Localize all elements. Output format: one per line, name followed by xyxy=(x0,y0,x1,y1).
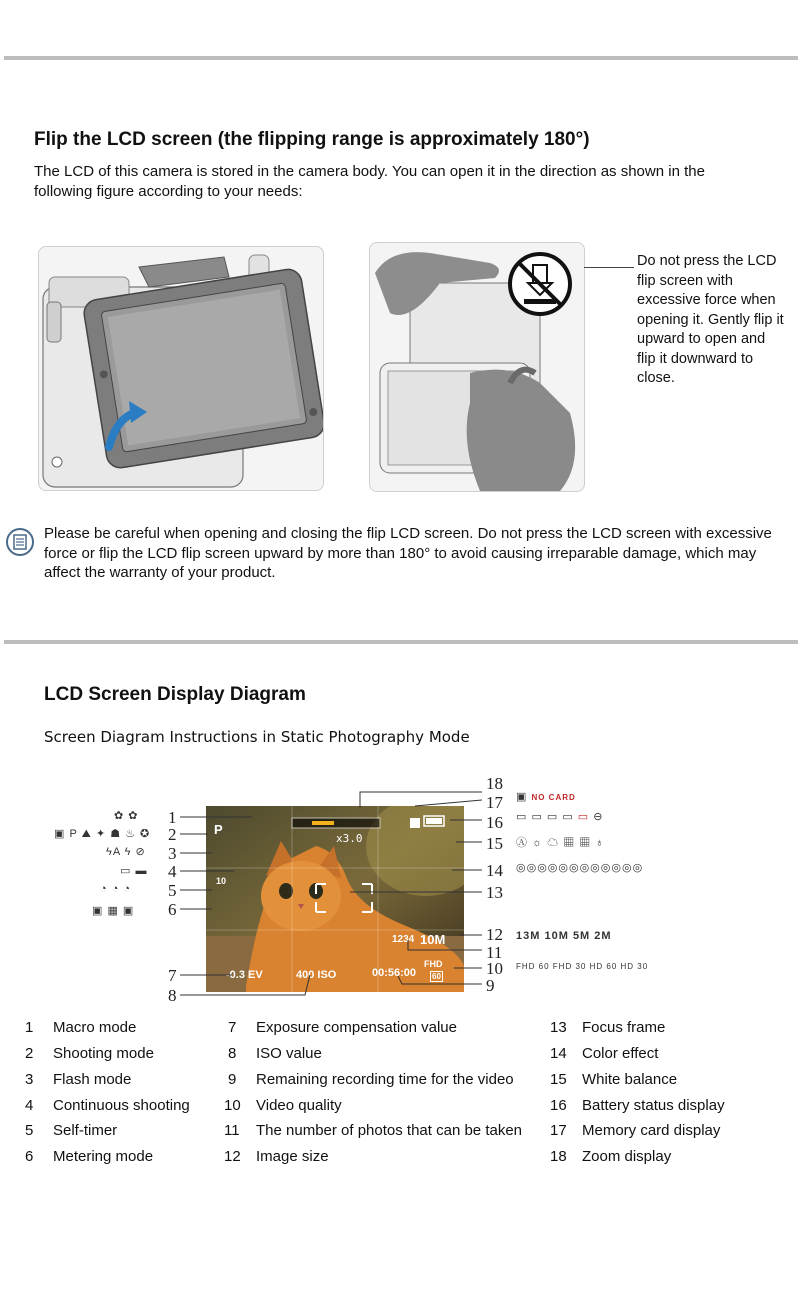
recording-time: 00:56:00 xyxy=(372,967,417,979)
video-hd60: HD 60 xyxy=(589,962,618,971)
callout-7: 7 xyxy=(168,966,177,985)
video-fps-value: 60 xyxy=(432,972,441,981)
flip-caution-text: Do not press the LCD flip screen with excessive force when opening it. Gently flip it upward to open and flip it downward to close. xyxy=(637,253,784,386)
size-5m: 5M xyxy=(572,930,591,942)
callout-18: 18 xyxy=(486,774,503,793)
metering-options-icons: ▣ ▦ ▣ xyxy=(92,905,135,917)
shooting-mode-options-icons: ▣ P ⛰ ✦ ☗ ♨ ✪ xyxy=(54,828,151,840)
size-13m: 13M xyxy=(516,930,541,942)
ev-value: -0.3 EV xyxy=(226,969,263,981)
callout-4: 4 xyxy=(168,862,177,881)
callout-5: 5 xyxy=(168,881,177,900)
shooting-mode-indicator: P xyxy=(214,822,223,837)
color-effect-options-icons: ◎◎◎◎◎◎◎◎◎◎◎◎ xyxy=(516,862,644,874)
video-fhd30: FHD 30 xyxy=(552,962,587,971)
video-fhd60: FHD 60 xyxy=(516,962,550,971)
section-divider xyxy=(4,640,798,644)
callout-14: 14 xyxy=(486,861,503,880)
top-divider xyxy=(4,56,798,60)
video-quality-value: FHD xyxy=(424,959,443,969)
flip-note-text: Please be careful when opening and closing the flip LCD screen. Do not press the LCD screen with excessive force or flip the LCD flip screen upward by more than 180° to avoid causing irreparable damage, which may affect the warranty of your product. xyxy=(44,525,772,581)
size-10m: 10M xyxy=(544,930,569,942)
lcd-open-illustration xyxy=(38,246,324,491)
note-icon xyxy=(5,527,35,557)
self-timer-options-icons: ◔ ◔ ◔ xyxy=(100,883,132,895)
lcd-flip-hands-illustration xyxy=(369,242,585,492)
lcd-section-title: LCD Screen Display Diagram xyxy=(44,684,306,705)
self-timer-value: 10 xyxy=(216,876,227,886)
callout-9: 9 xyxy=(486,976,495,995)
video-hd30: HD 30 xyxy=(620,962,649,971)
callout-1: 1 xyxy=(168,808,177,827)
macro-options-icons: ✿ ✿ xyxy=(114,810,139,822)
callout-16: 16 xyxy=(486,813,503,832)
white-balance-options-icons: Ⓐ ☼ ☁ ▦ ▦ ♁ xyxy=(516,837,605,849)
callout-12: 12 xyxy=(486,925,503,944)
image-size-options xyxy=(516,930,612,942)
memory-card-options: ▣ NO CARD xyxy=(516,791,576,803)
callout-13: 13 xyxy=(486,883,503,902)
battery-options-icons: ▭ ▭ ▭ ▭ ▭ ⊖ xyxy=(516,811,604,823)
continuous-options-icons: ▭ ▬ xyxy=(120,865,148,877)
callout-8: 8 xyxy=(168,986,177,1005)
image-size-value: 10M xyxy=(420,932,446,947)
size-2m: 2M xyxy=(594,930,612,942)
callout-10: 10 xyxy=(486,959,503,978)
callout-17: 17 xyxy=(486,793,503,812)
callout-15: 15 xyxy=(486,834,503,853)
flip-intro-text: The LCD of this camera is stored in the camera body. You can open it in the direction as shown in the following figure according to your needs: xyxy=(34,163,705,200)
callout-11: 11 xyxy=(486,943,503,962)
callout-leader-lines xyxy=(160,770,520,1000)
zoom-readout: x3.0 xyxy=(336,832,363,845)
callout-6: 6 xyxy=(168,900,177,919)
callout-3: 3 xyxy=(168,844,177,863)
shots-remaining: 1234 xyxy=(392,934,415,945)
flip-section-title: Flip the LCD screen (the flipping range is approximately 180°) xyxy=(34,129,590,150)
lcd-section-subtitle: Screen Diagram Instructions in Static Photography Mode xyxy=(44,728,470,746)
iso-value: 400 ISO xyxy=(296,969,337,981)
no-card-label: NO CARD xyxy=(531,793,576,802)
video-quality-options xyxy=(516,962,648,971)
flash-options-icons: ϟA ϟ ⊘ xyxy=(106,846,146,858)
callout-2: 2 xyxy=(168,825,177,844)
caution-leader-line xyxy=(584,267,634,268)
